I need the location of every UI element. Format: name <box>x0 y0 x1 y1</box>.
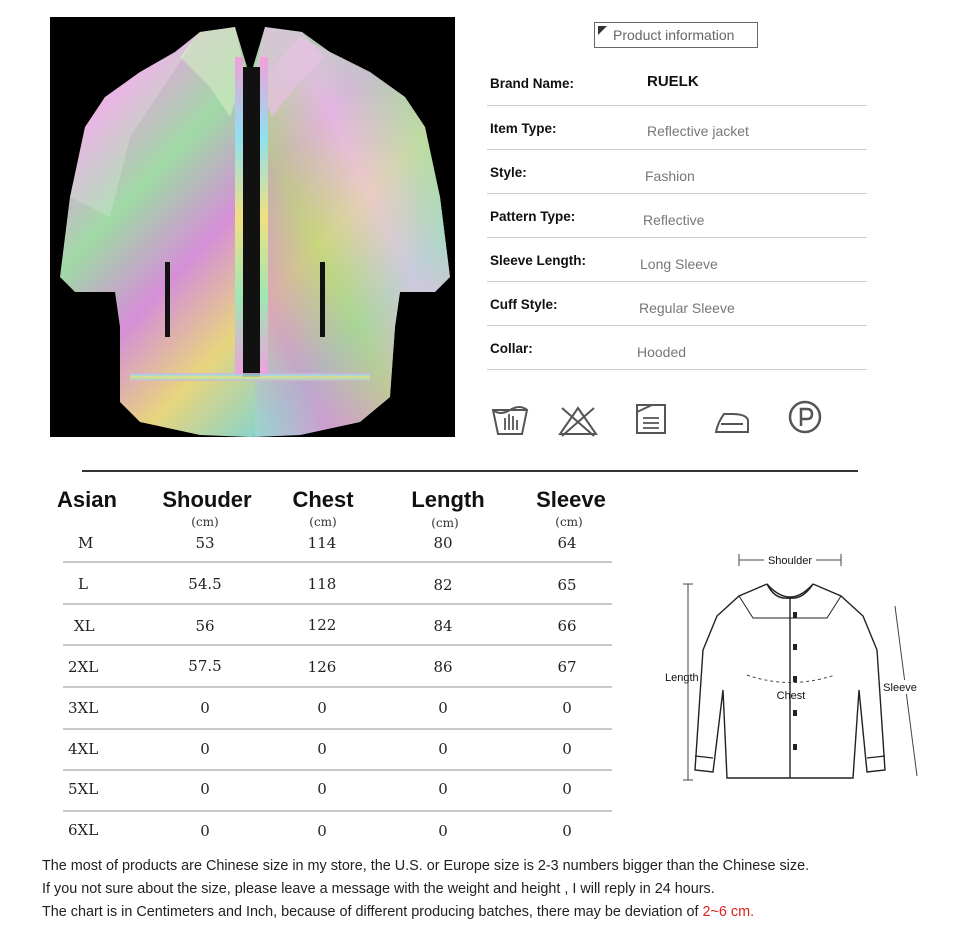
chest-cell: 126 <box>307 658 337 676</box>
info-label: Brand Name: <box>490 76 575 91</box>
shoulder-cell: 0 <box>200 699 210 717</box>
size-cell: 4XL <box>68 740 99 758</box>
info-value: Fashion <box>645 168 695 184</box>
sleeve-cell: 0 <box>562 780 572 798</box>
dry-clean-p-icon <box>786 398 826 438</box>
info-label: Sleeve Length: <box>490 253 587 268</box>
chest-cell: 122 <box>307 616 337 634</box>
info-value: Reflective <box>643 212 705 228</box>
iron-icon <box>712 400 752 440</box>
sleeve-cell: 64 <box>557 534 577 552</box>
size-note-3 <box>42 904 754 920</box>
shoulder-cell: 53 <box>195 534 215 552</box>
diagram-label-length: Length <box>665 672 699 684</box>
info-row-cuff-style <box>487 282 867 326</box>
size-cell: 3XL <box>68 699 99 717</box>
sleeve-cell: 66 <box>557 617 577 635</box>
chest-cell: 0 <box>317 822 327 840</box>
info-row-brand <box>487 62 867 106</box>
row-divider <box>63 644 612 646</box>
diagram-label-sleeve: Sleeve <box>883 682 917 694</box>
info-value: Hooded <box>637 344 687 360</box>
sleeve-cell: 0 <box>562 740 572 758</box>
size-cell: M <box>78 534 94 552</box>
sleeve-cell: 0 <box>562 699 572 717</box>
info-label: Cuff Style: <box>490 297 558 312</box>
no-bleach-icon <box>558 400 598 440</box>
size-cell: L <box>78 575 88 593</box>
info-value: Reflective jacket <box>647 123 749 139</box>
size-note-1: The most of products are Chinese size in my store, the U.S. or Europe size is 2-3 numbers bigger than the Chinese size. <box>42 858 810 874</box>
row-divider <box>63 769 612 771</box>
chest-cell: 0 <box>317 699 327 717</box>
column-header-chest: Chest <box>292 487 354 512</box>
row-divider <box>63 561 612 563</box>
info-label: Item Type: <box>490 121 557 136</box>
length-cell: 0 <box>438 780 448 798</box>
chest-cell: 0 <box>317 780 327 798</box>
chest-cell: 118 <box>307 575 337 593</box>
info-row-sleeve-length <box>487 238 867 282</box>
diagram-label-shoulder: Shoulder <box>767 555 813 567</box>
deviation-highlight: 2~6 cm. <box>702 904 755 920</box>
info-row-pattern-type <box>487 194 867 238</box>
shoulder-cell: 54.5 <box>188 575 222 593</box>
length-cell: 82 <box>433 576 453 594</box>
info-row-item-type <box>487 106 867 150</box>
reflective-jacket-image <box>50 17 455 437</box>
chest-cell: 114 <box>307 534 337 552</box>
info-label: Pattern Type: <box>490 209 576 224</box>
length-cell: 84 <box>433 617 453 635</box>
row-divider <box>63 603 612 605</box>
column-header-shoulder: Shouder <box>162 487 252 512</box>
diagram-label-chest: Chest <box>776 690 806 702</box>
measurement-diagram <box>655 540 925 800</box>
shoulder-cell: 0 <box>200 822 210 840</box>
shoulder-cell: 56 <box>195 617 215 635</box>
length-cell: 0 <box>438 740 448 758</box>
sleeve-cell: 0 <box>562 822 572 840</box>
column-header-length: Length <box>411 487 485 512</box>
info-value: Long Sleeve <box>640 256 718 272</box>
shoulder-cell: 0 <box>200 780 210 798</box>
hand-wash-icon <box>490 400 530 440</box>
size-cell: 5XL <box>68 780 99 798</box>
info-label: Collar: <box>490 341 533 356</box>
info-value: RUELK <box>647 73 699 90</box>
length-cell: 0 <box>438 699 448 717</box>
size-note-2: If you not sure about the size, please leave a message with the weight and height , I will reply in 24 hours. <box>42 881 715 897</box>
row-divider <box>63 686 612 688</box>
sleeve-cell: 65 <box>557 576 577 594</box>
size-cell: 6XL <box>68 821 99 839</box>
row-divider <box>63 728 612 730</box>
shoulder-cell: 0 <box>200 740 210 758</box>
shoulder-cell: 57.5 <box>188 657 222 675</box>
info-label: Style: <box>490 165 527 180</box>
row-divider <box>63 810 612 812</box>
unit-label: (cm) <box>431 516 459 530</box>
length-cell: 86 <box>433 658 453 676</box>
chest-cell: 0 <box>317 740 327 758</box>
size-note-3-text: The chart is in Centimeters and Inch, because of different producing batches, there may be deviation of <box>42 904 703 920</box>
section-divider <box>82 470 858 472</box>
sleeve-cell: 67 <box>557 658 577 676</box>
product-photo <box>50 17 455 437</box>
length-cell: 0 <box>438 822 448 840</box>
corner-flag-icon <box>598 26 607 35</box>
column-header-asian: Asian <box>57 487 117 512</box>
unit-label: (cm) <box>309 515 337 529</box>
info-row-style <box>487 150 867 194</box>
unit-label: (cm) <box>191 515 219 529</box>
tumble-dry-icon <box>632 400 672 440</box>
length-cell: 80 <box>433 534 453 552</box>
size-cell: XL <box>74 617 95 635</box>
info-row-collar <box>487 326 867 370</box>
product-info-heading: Product information <box>594 22 758 48</box>
size-cell: 2XL <box>68 658 99 676</box>
column-header-sleeve: Sleeve <box>536 487 606 512</box>
info-value: Regular Sleeve <box>639 300 735 316</box>
unit-label: (cm) <box>555 515 583 529</box>
